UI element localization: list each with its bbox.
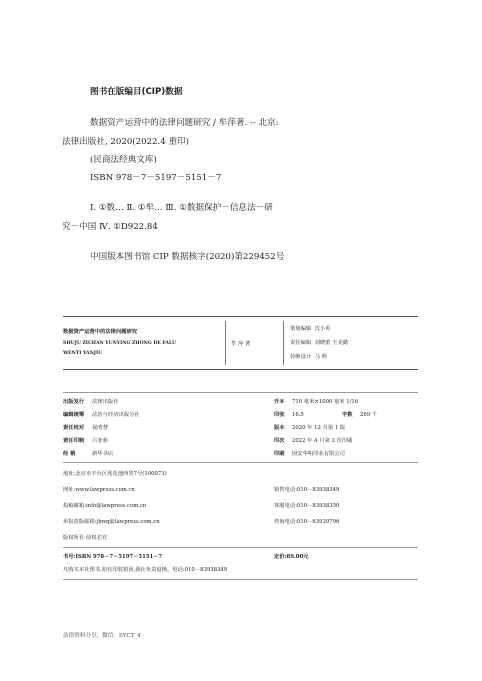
cip-line-isbn: ISBN 978－7－5197－5151－7	[90, 173, 222, 183]
watermark: 法律资料分享，微信：SYCT_4	[63, 633, 141, 639]
divider	[225, 321, 226, 365]
pub-label: 经 销	[63, 451, 76, 457]
pub-value: 新华书店	[92, 451, 114, 457]
pub-row-impression	[274, 436, 352, 444]
pub-value: 269 千	[360, 412, 378, 418]
cip-line-series: (民商法经典文库)	[90, 155, 157, 165]
cip-heading: 图书在版编目(CIP)数据	[90, 87, 183, 97]
cover-design-name: 马 帅	[314, 354, 327, 360]
copyright-notice: 版权所有·侵权必究	[63, 535, 108, 541]
cip-line-title: 数据资产运营中的法律问题研究 / 牟萍著. -- 北京:	[90, 118, 279, 128]
pub-value: 16.5	[292, 412, 304, 418]
pub-label: 编辑统筹	[63, 412, 85, 418]
divider	[63, 392, 418, 393]
price: 定价:89.00元	[274, 554, 309, 560]
divider	[63, 579, 418, 580]
pub-label: 出版发行	[63, 399, 85, 405]
pub-value: 710 毫米×1000 毫米 1/16	[292, 399, 359, 405]
cover-design	[290, 352, 327, 360]
consult-phone: 咨询电话:010－63939796	[274, 519, 340, 525]
pub-value: 晁明慧	[92, 425, 108, 431]
address: 地址:北京市丰台区莲花池西里7号(100073)	[63, 471, 167, 477]
responsible-editor-label: 责任编辑	[290, 340, 312, 346]
book-title-pinyin-cont: WENTI YANJIU	[63, 351, 103, 356]
book-title-pinyin: SHUJU ZICHAN YUNYING ZHONG DE FALU	[63, 341, 176, 346]
pub-value: 2020 年 12 月第 1 版	[292, 425, 346, 431]
divider	[283, 321, 284, 365]
cip-line-publisher: 法律出版社, 2020(2022.4 重印)	[62, 137, 189, 147]
sales-phone: 销售电话:010－83938349	[274, 487, 340, 493]
pub-label: 版本	[274, 425, 285, 431]
pub-row-publisher	[63, 397, 119, 405]
pub-label: 字数	[342, 412, 353, 418]
pub-row-coordinator	[63, 410, 140, 418]
pub-row-distributor	[63, 449, 113, 457]
pub-row-printer	[274, 449, 345, 457]
website: 网址:www.lawpress.com.cn	[63, 487, 135, 493]
pub-row-sheets	[274, 410, 377, 418]
pub-row-format	[274, 397, 358, 405]
service-phone: 客服电话:010－83938350	[274, 503, 340, 509]
return-notice: 凡购买本社图书,如有印装错误,我社负责退换。电话:010－83938349	[63, 567, 228, 573]
responsible-editor	[290, 338, 348, 346]
isbn: 书号:ISBN 978－7－5197－5151－7	[63, 554, 163, 560]
cip-line-record-number: 中国版本图书馆 CIP 数据核字(2020)第229452号	[90, 252, 285, 262]
pub-label: 印刷	[274, 451, 285, 457]
pub-label: 开本	[274, 399, 285, 405]
cip-line-classification: Ⅰ. ①数… Ⅱ. ①牟… Ⅲ. ①数据保护－信息法－研	[90, 203, 273, 213]
pub-row-edition	[274, 423, 345, 431]
author: 牟 萍 著	[231, 341, 251, 347]
divider	[63, 547, 418, 548]
pub-value: 2022 年 4 月第 2 次印刷	[292, 438, 353, 444]
submission-email: 投稿邮箱:info@lawpress.com.cn	[63, 503, 147, 509]
planning-editor	[290, 324, 330, 332]
cover-design-label: 装帧设计	[290, 354, 312, 360]
cip-line-classification-cont: 究－中国 Ⅳ. ①D922.84	[62, 222, 158, 232]
title-box	[63, 316, 418, 370]
pub-value: 法治与经济出版分社	[92, 412, 140, 418]
responsible-editor-name: 刘晓蕾 王美懿	[314, 340, 349, 346]
divider	[63, 462, 418, 463]
pub-label: 印次	[274, 438, 285, 444]
pub-label: 责任校对	[63, 425, 85, 431]
planning-editor-name: 沈小英	[314, 326, 331, 332]
pub-value: 法律出版社	[92, 399, 119, 405]
pub-label: 责任印制	[63, 438, 85, 444]
piracy-report-email: 举报盗版邮箱:jbwq@lawpress.com.cn	[63, 519, 160, 525]
pub-row-printing-supervisor	[63, 436, 108, 444]
pub-row-proofreader	[63, 423, 108, 431]
book-title-cn: 数据资产运营中的法律问题研究	[63, 329, 138, 335]
pub-value: 固安华明印业有限公司	[292, 451, 345, 457]
pub-value: 吕亚莉	[92, 438, 108, 444]
pub-label: 印张	[274, 412, 285, 418]
planning-editor-label: 策划编辑	[290, 326, 312, 332]
